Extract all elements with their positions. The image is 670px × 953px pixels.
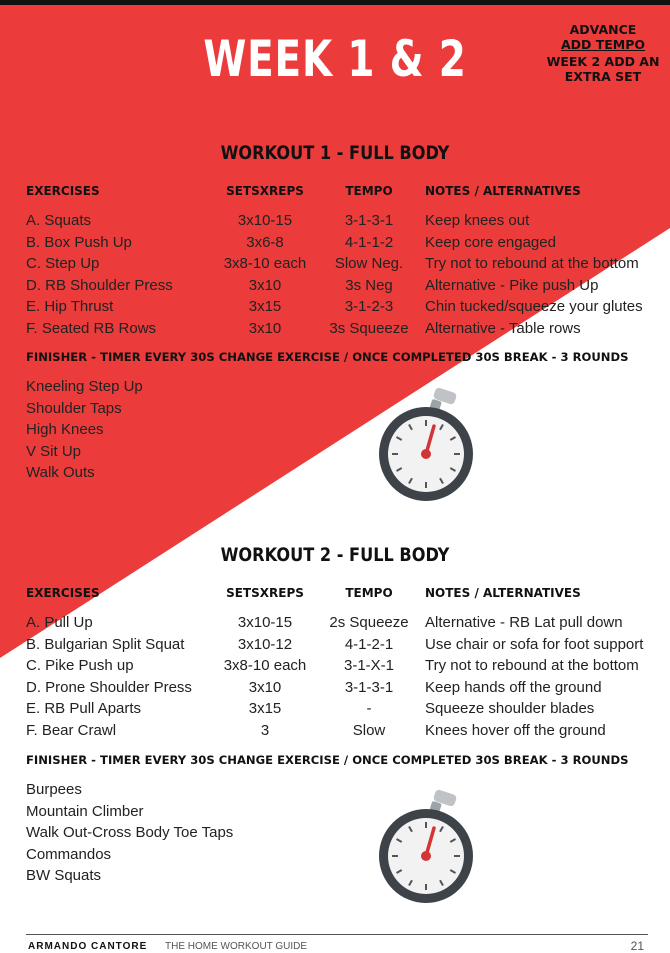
finisher-item: High Knees (26, 421, 104, 438)
exercise-name: E. RB Pull Aparts (26, 700, 142, 717)
finisher-item: Kneeling Step Up (26, 378, 143, 395)
tempo: 4-1-2-1 (344, 635, 394, 653)
notes: Keep knees out (425, 212, 530, 229)
tempo: 3-1-3-1 (344, 678, 394, 696)
sets-reps: 3x8-10 each (223, 657, 307, 674)
sets-reps: 3x10-15 (237, 614, 293, 631)
tempo: Slow Neg. (334, 255, 404, 272)
finisher-item: Burpees (26, 781, 82, 798)
sets-reps: 3x10-15 (237, 212, 293, 229)
exercise-name: B. Box Push Up (26, 233, 132, 251)
footer-author: ARMANDO CANTORE (28, 941, 148, 952)
header-exercises: EXERCISES (26, 586, 100, 600)
notes: Keep core engaged (425, 233, 556, 251)
notes: Use chair or sofa for foot support (425, 635, 644, 653)
sets-reps: 3x10 (248, 276, 282, 294)
sets-reps: 3x15 (248, 298, 282, 315)
stopwatch-icon (374, 384, 478, 504)
notes: Chin tucked/squeeze your glutes (425, 298, 643, 315)
finisher-item: BW Squats (26, 867, 102, 884)
notes: Knees hover off the ground (425, 721, 606, 739)
exercise-name: A. Squats (26, 212, 92, 229)
stopwatch-icon (374, 786, 478, 906)
tempo: 3s Neg (345, 276, 393, 294)
tempo: 3-1-3-1 (344, 212, 394, 229)
tempo: 4-1-1-2 (344, 233, 394, 251)
tempo: 3s Squeeze (329, 319, 409, 337)
finisher-item: Shoulder Taps (26, 399, 122, 417)
page-number: 21 (630, 939, 644, 953)
header-tempo: TEMPO (345, 586, 393, 600)
notes: Try not to rebound at the bottom (425, 255, 639, 272)
finisher-item: Mountain Climber (26, 802, 144, 820)
sets-reps: 3x15 (248, 700, 282, 717)
exercise-name: D. Prone Shoulder Press (26, 678, 192, 696)
side-note (542, 22, 664, 84)
sets-reps: 3 (260, 721, 270, 739)
side-note-line: WEEK 2 ADD AN (546, 54, 660, 69)
workout1-title: WORKOUT 1 - FULL BODY (220, 142, 450, 164)
header-exercises: EXERCISES (26, 184, 100, 198)
finisher-instructions: FINISHER - TIMER EVERY 30S CHANGE EXERCISE / ONCE COMPLETED 30S BREAK - 3 ROUNDS (26, 350, 629, 364)
tempo: 2s Squeeze (329, 614, 409, 631)
notes: Keep hands off the ground (425, 678, 602, 696)
sets-reps: 3x8-10 each (223, 255, 307, 272)
finisher-item: V Sit Up (26, 442, 82, 460)
notes: Squeeze shoulder blades (425, 700, 595, 717)
tempo: 3-1-X-1 (343, 657, 395, 674)
header-sets-reps: SETSXREPS (226, 586, 304, 600)
footer-guide-title: THE HOME WORKOUT GUIDE (165, 941, 308, 952)
header-sets-reps: SETSXREPS (226, 184, 304, 198)
finisher-item: Walk Outs (26, 464, 95, 481)
sets-reps: 3x6-8 (246, 233, 284, 251)
side-note-line: ADD TEMPO (560, 37, 646, 52)
page-title: WEEK 1 & 2 (203, 30, 467, 88)
finisher-instructions: FINISHER - TIMER EVERY 30S CHANGE EXERCISE / ONCE COMPLETED 30S BREAK - 3 ROUNDS (26, 753, 629, 767)
tempo: Slow (352, 721, 386, 739)
header-notes: NOTES / ALTERNATIVES (425, 184, 581, 198)
finisher-item: Commandos (26, 845, 112, 863)
workout2-title: WORKOUT 2 - FULL BODY (220, 544, 450, 566)
sets-reps: 3x10 (248, 319, 282, 337)
exercise-name: F. Bear Crawl (26, 721, 117, 739)
side-note-line: EXTRA SET (564, 69, 642, 84)
exercise-name: A. Pull Up (26, 614, 93, 631)
tempo: - (366, 700, 372, 717)
notes: Try not to rebound at the bottom (425, 657, 639, 674)
exercise-name: C. Step Up (26, 255, 100, 272)
exercise-name: D. RB Shoulder Press (26, 276, 173, 294)
sets-reps: 3x10-12 (237, 635, 293, 653)
header-notes: NOTES / ALTERNATIVES (425, 586, 581, 600)
side-note-line: ADVANCE (569, 22, 637, 37)
notes: Alternative - RB Lat pull down (425, 614, 623, 631)
notes: Alternative - Table rows (425, 319, 581, 337)
notes: Alternative - Pike push Up (425, 276, 599, 294)
header-tempo: TEMPO (345, 184, 393, 198)
footer-divider (26, 934, 648, 935)
finisher-item: Walk Out-Cross Body Toe Taps (26, 824, 234, 841)
exercise-name: C. Pike Push up (26, 657, 134, 674)
exercise-name: B. Bulgarian Split Squat (26, 635, 185, 653)
exercise-name: F. Seated RB Rows (26, 319, 157, 337)
exercise-name: E. Hip Thrust (26, 298, 114, 315)
tempo: 3-1-2-3 (344, 298, 394, 315)
sets-reps: 3x10 (248, 678, 282, 696)
